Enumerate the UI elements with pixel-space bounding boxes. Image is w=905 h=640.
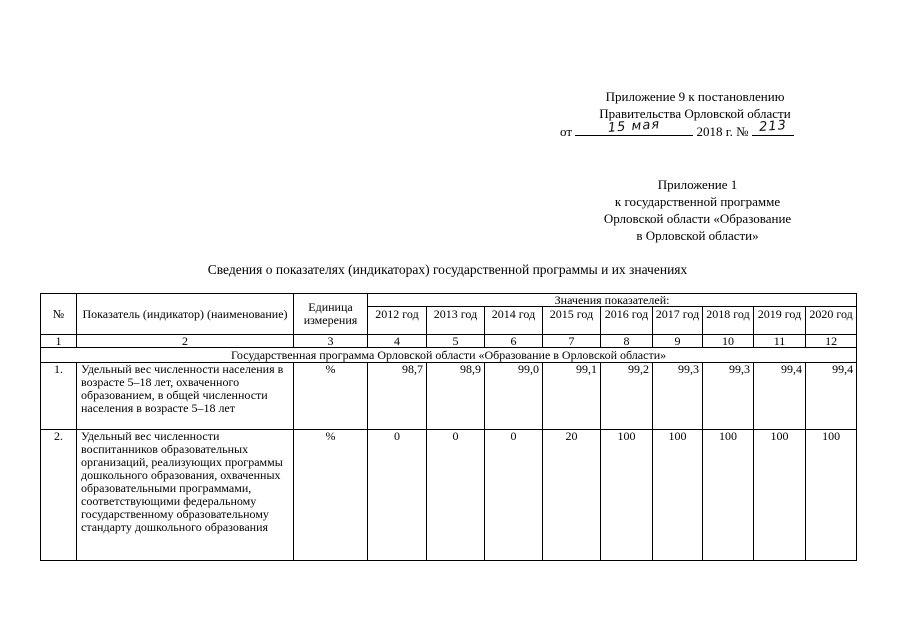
- indicators-table: [40, 293, 857, 561]
- column-index: 4: [368, 335, 427, 348]
- table-row: [41, 430, 857, 561]
- header-year: 2020 год: [806, 307, 857, 335]
- column-index: 10: [703, 335, 754, 348]
- column-index: 12: [806, 335, 857, 348]
- from-label: от: [560, 124, 573, 139]
- header-year: 2016 год: [601, 307, 653, 335]
- value-cell: 98,9: [427, 363, 485, 430]
- value-cell: 99,3: [653, 363, 703, 430]
- value-cell: 100: [754, 430, 806, 561]
- table-row: [41, 363, 857, 430]
- unit-cell: %: [294, 363, 368, 430]
- header-values: Значения показателей:: [368, 294, 857, 307]
- header-unit: Единица измерения: [294, 294, 368, 335]
- row-number: 1.: [41, 363, 77, 430]
- value-cell: 100: [653, 430, 703, 561]
- header-year: 2013 год: [427, 307, 485, 335]
- value-cell: 99,4: [806, 363, 857, 430]
- header-year: 2018 год: [703, 307, 754, 335]
- number-blank: [752, 118, 794, 136]
- indicator-name: Удельный вес численности населения в возрасте 5–18 лет, охваченного образованием, в общей численности населения в возрасте 5–18 лет: [77, 363, 294, 430]
- year-label: 2018 г. №: [696, 124, 749, 139]
- value-cell: 99,0: [485, 363, 543, 430]
- column-index: 1: [41, 335, 77, 348]
- appendix-9-header: [560, 88, 830, 140]
- decree-date-line: [560, 117, 830, 140]
- column-index: 9: [653, 335, 703, 348]
- column-index: 2: [77, 335, 294, 348]
- value-cell: 100: [703, 430, 754, 561]
- appendix-9-line1: Приложение 9 к постановлению: [605, 89, 785, 104]
- document-title: Сведения о показателях (индикаторах) государственной программы и их значениях: [207, 262, 688, 277]
- value-cell: 0: [485, 430, 543, 561]
- column-index: 5: [427, 335, 485, 348]
- appendix-1-line3: Орловской области «Образование: [603, 211, 792, 226]
- column-index: 3: [294, 335, 368, 348]
- value-cell: 99,4: [754, 363, 806, 430]
- value-cell: 100: [601, 430, 653, 561]
- appendix-1-header: [575, 176, 820, 244]
- date-blank: [575, 117, 693, 136]
- value-cell: 99,2: [601, 363, 653, 430]
- handwritten-date: 15 мая: [607, 117, 661, 136]
- unit-cell: %: [294, 430, 368, 561]
- header-year: 2012 год: [368, 307, 427, 335]
- header-year: 2017 год: [653, 307, 703, 335]
- value-cell: 20: [543, 430, 601, 561]
- appendix-1-line1: Приложение 1: [657, 177, 738, 192]
- column-index-row: [41, 335, 857, 348]
- handwritten-number: 213: [758, 118, 788, 135]
- header-year: 2019 год: [754, 307, 806, 335]
- value-cell: 0: [368, 430, 427, 561]
- header-row-1: [41, 294, 857, 307]
- row-number: 2.: [41, 430, 77, 561]
- section-title: Государственная программа Орловской области «Образование в Орловской области»: [41, 348, 857, 363]
- header-indicator: Показатель (индикатор) (наименование): [77, 294, 294, 335]
- column-index: 6: [485, 335, 543, 348]
- value-cell: 98,7: [368, 363, 427, 430]
- value-cell: 0: [427, 430, 485, 561]
- header-num: №: [41, 294, 77, 335]
- appendix-9-line2: Правительства Орловской области: [599, 106, 791, 121]
- header-year: 2015 год: [543, 307, 601, 335]
- value-cell: 100: [806, 430, 857, 561]
- header-year: 2014 год: [485, 307, 543, 335]
- column-index: 11: [754, 335, 806, 348]
- column-index: 7: [543, 335, 601, 348]
- appendix-1-line4: в Орловской области»: [636, 228, 759, 243]
- column-index: 8: [601, 335, 653, 348]
- appendix-1-line2: к государственной программе: [614, 194, 781, 209]
- value-cell: 99,1: [543, 363, 601, 430]
- section-row: [41, 348, 857, 363]
- value-cell: 99,3: [703, 363, 754, 430]
- indicator-name: Удельный вес численности воспитанников образовательных организаций, реализующих программы дошкольного образования, охваченных образовательными программами, соответствующими федеральному государственному образовательному стандарту дошкольного образования: [77, 430, 294, 561]
